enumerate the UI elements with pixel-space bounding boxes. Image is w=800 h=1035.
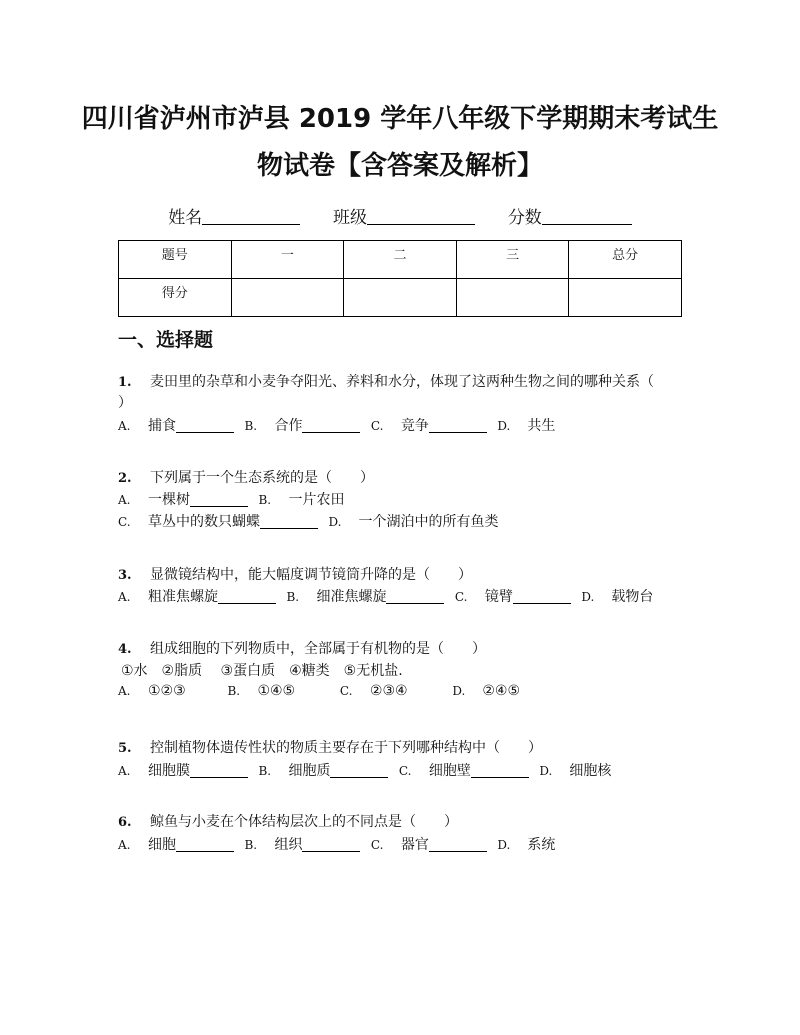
score-table	[118, 240, 682, 317]
score-table-score-row	[119, 279, 682, 317]
score-cell[interactable]	[456, 279, 569, 317]
name-field[interactable]	[202, 208, 300, 225]
question-text: 显微镜结构中，能大幅度调节镜筒升降的是（ ）	[150, 567, 472, 583]
score-cell[interactable]	[569, 279, 682, 317]
option-c[interactable]: C. 细胞壁	[399, 760, 535, 780]
option-a[interactable]: A. 细胞	[118, 834, 240, 854]
option-d[interactable]: D. 细胞核	[539, 763, 612, 779]
question-4-subtext: ①水 ②脂质 ③蛋白质 ④糖类 ⑤无机盐.	[121, 663, 403, 679]
option-c[interactable]: C. 竞争	[371, 415, 493, 435]
question-3	[118, 564, 472, 584]
student-info	[0, 203, 800, 228]
score-table-header-cell: 总分	[569, 241, 682, 279]
name-label: 姓名	[168, 208, 203, 228]
option-d[interactable]: D. 共生	[497, 418, 556, 434]
question-number: 1.	[118, 375, 132, 390]
question-6	[118, 811, 458, 831]
question-number: 5.	[118, 741, 132, 756]
question-number: 2.	[118, 471, 132, 486]
option-c[interactable]: C. ②③④	[339, 683, 408, 699]
score-table-header-cell: 三	[456, 241, 569, 279]
question-text: 下列属于一个生态系统的是（ ）	[150, 470, 374, 486]
question-number: 4.	[118, 642, 132, 657]
question-4	[118, 638, 486, 658]
option-d[interactable]: D. ②④⑤	[452, 683, 521, 699]
question-number: 3.	[118, 568, 132, 583]
question-text: 鲸鱼与小麦在个体结构层次上的不同点是（ ）	[150, 814, 458, 830]
score-table-header-cell: 一	[231, 241, 344, 279]
question-2-options-row2	[118, 511, 498, 531]
question-4-options	[118, 683, 520, 699]
score-table-header-cell: 二	[344, 241, 457, 279]
question-text: 组成细胞的下列物质中，全部属于有机物的是（ ）	[150, 641, 486, 657]
option-d[interactable]: D. 一个湖泊中的所有鱼类	[328, 514, 499, 530]
score-field[interactable]	[542, 208, 632, 225]
option-a[interactable]: A. 一棵树	[118, 489, 254, 509]
section-title: 一、选择题	[118, 329, 214, 351]
option-d[interactable]: D. 载物台	[581, 589, 654, 605]
question-text: 控制植物体遗传性状的物质主要存在于下列哪种结构中（ ）	[150, 740, 542, 756]
score-label: 分数	[507, 208, 542, 228]
option-a[interactable]: A. 细胞膜	[118, 760, 254, 780]
option-a[interactable]: A. ①②③	[118, 683, 186, 699]
page-title-line2: 物试卷【含答案及解析】	[256, 151, 543, 181]
question-3-options	[118, 586, 653, 606]
score-table-header-cell: 题号	[119, 241, 232, 279]
question-5	[118, 737, 542, 757]
question-6-options	[118, 834, 555, 854]
option-b[interactable]: B. 细胞质	[258, 760, 394, 780]
option-b[interactable]: B. ①④⑤	[227, 683, 296, 699]
question-1-cont	[118, 392, 132, 412]
option-c[interactable]: C. 草丛中的数只蝴蝶	[118, 511, 324, 531]
score-table-header-row	[119, 241, 682, 279]
option-b[interactable]: B. 细准焦螺旋	[286, 586, 450, 606]
question-1-options	[118, 415, 555, 435]
option-d[interactable]: D. 系统	[497, 837, 556, 853]
score-table-row-label: 得分	[119, 279, 232, 317]
score-cell[interactable]	[231, 279, 344, 317]
option-b[interactable]: B. 合作	[244, 415, 366, 435]
option-c[interactable]: C. 镜臂	[455, 586, 577, 606]
question-5-options	[118, 760, 611, 780]
question-1	[118, 371, 654, 391]
question-2	[118, 467, 374, 487]
question-text: 麦田里的杂草和小麦争夺阳光、养料和水分，体现了这两种生物之间的哪种关系（	[150, 374, 654, 390]
question-text-cont: ）	[118, 395, 132, 411]
question-number: 6.	[118, 815, 132, 830]
class-label: 班级	[333, 208, 367, 228]
class-field[interactable]	[367, 208, 475, 225]
question-2-options-row1	[118, 489, 344, 509]
option-b[interactable]: B. 一片农田	[258, 492, 345, 508]
option-a[interactable]: A. 捕食	[118, 415, 240, 435]
page-title-line1: 四川省泸州市泸县 2019 学年八年级下学期期末考试生	[81, 104, 719, 134]
option-b[interactable]: B. 组织	[244, 834, 366, 854]
option-c[interactable]: C. 器官	[371, 834, 493, 854]
option-a[interactable]: A. 粗准焦螺旋	[118, 586, 282, 606]
score-cell[interactable]	[344, 279, 457, 317]
